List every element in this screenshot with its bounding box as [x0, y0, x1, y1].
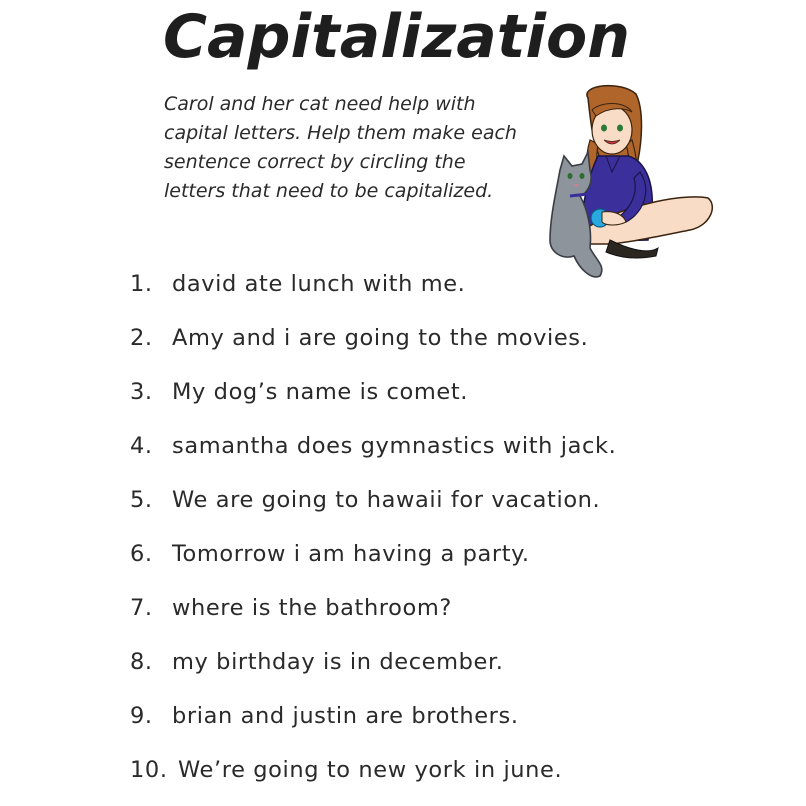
item-number: 2.: [130, 325, 153, 351]
item-number: 6.: [130, 541, 153, 567]
worksheet-title: Capitalization: [163, 2, 630, 72]
item-number: 8.: [130, 649, 153, 675]
girl-and-cat-illustration: [540, 80, 720, 290]
item-sentence: david ate lunch with me.: [172, 271, 466, 297]
item-sentence: brian and justin are brothers.: [172, 703, 519, 729]
list-item: [130, 316, 616, 370]
item-number: 9.: [130, 703, 153, 729]
instruction-line: sentence correct by circling the: [164, 151, 466, 173]
item-sentence: Amy and i are going to the movies.: [172, 325, 589, 351]
item-number: 4.: [130, 433, 153, 459]
item-number: 3.: [130, 379, 153, 405]
item-sentence: We are going to hawaii for vacation.: [172, 487, 601, 513]
list-item: [130, 262, 616, 316]
item-sentence: samantha does gymnastics with jack.: [172, 433, 617, 459]
instruction-line: Carol and her cat need help with: [164, 93, 476, 115]
sentence-list: [130, 262, 616, 802]
item-sentence: Tomorrow i am having a party.: [172, 541, 530, 567]
instructions: [164, 90, 564, 206]
list-item: [130, 424, 616, 478]
list-item: [130, 532, 616, 586]
item-number: 1.: [130, 271, 153, 297]
item-number: 10.: [130, 757, 168, 783]
list-item: [130, 694, 616, 748]
instruction-line: letters that need to be capitalized.: [164, 180, 494, 202]
item-sentence: my birthday is in december.: [172, 649, 504, 675]
list-item: [130, 370, 616, 424]
list-item: [130, 586, 616, 640]
list-item: [130, 478, 616, 532]
instruction-line: capital letters. Help them make each: [164, 122, 517, 144]
list-item: [130, 748, 616, 802]
item-sentence: We’re going to new york in june.: [178, 757, 563, 783]
item-sentence: where is the bathroom?: [172, 595, 452, 621]
item-sentence: My dog’s name is comet.: [172, 379, 468, 405]
item-number: 7.: [130, 595, 153, 621]
item-number: 5.: [130, 487, 153, 513]
list-item: [130, 640, 616, 694]
